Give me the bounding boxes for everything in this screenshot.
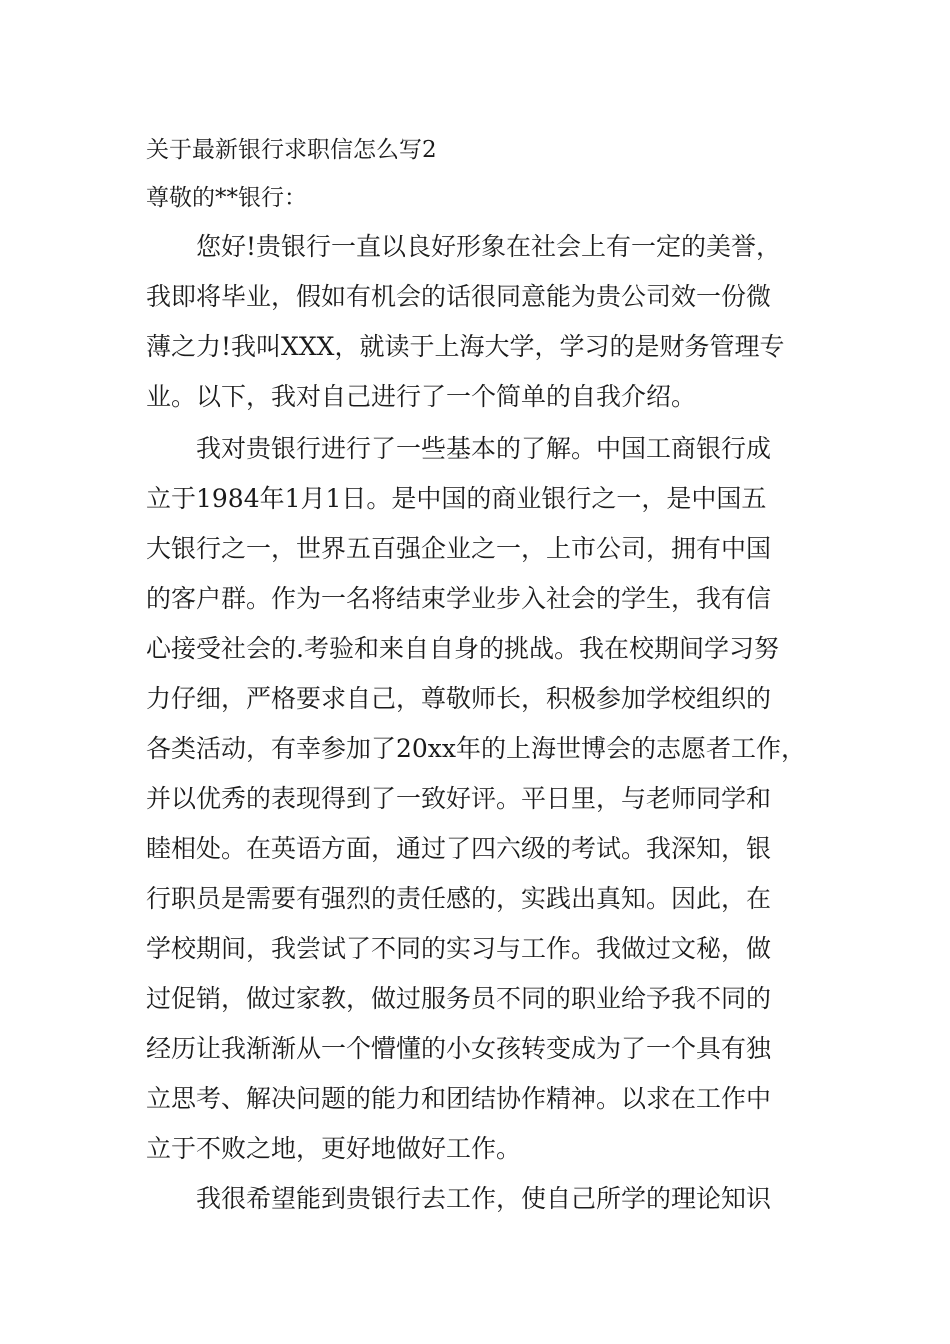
paragraph-2-line-1: 我对贵银行进行了一些基本的了解。中国工商银行成 [196, 434, 772, 463]
paragraph-2-line-15: 立于不败之地，更好地做好工作。 [146, 1134, 522, 1163]
paragraph-2-line-5: 心接受社会的.考验和来自自身的挑战。我在校期间学习努 [146, 634, 779, 663]
paragraph-2-line-7: 各类活动，有幸参加了20xx年的上海世博会的志愿者工作， [146, 734, 807, 763]
paragraph-2-line-3: 大银行之一，世界五百强企业之一，上市公司，拥有中国 [146, 534, 772, 563]
paragraph-2-line-2: 立于1984年1月1日。是中国的商业银行之一，是中国五 [146, 484, 767, 513]
paragraph-1-line-4: 业。以下，我对自己进行了一个简单的自我介绍。 [146, 382, 697, 411]
paragraph-1-line-3: 薄之力!我叫XXX，就读于上海大学，学习的是财务管理专 [146, 332, 785, 361]
paragraph-2-line-13: 经历让我渐渐从一个懵懂的小女孩转变成为了一个具有独 [146, 1034, 772, 1063]
paragraph-2-line-12: 过促销，做过家教，做过服务员不同的职业给予我不同的 [146, 984, 772, 1013]
paragraph-2-line-4: 的客户群。作为一名将结束学业步入社会的学生，我有信 [146, 584, 772, 613]
document-title: 关于最新银行求职信怎么写2 [146, 137, 437, 163]
paragraph-2-line-11: 学校期间，我尝试了不同的实习与工作。我做过文秘，做 [146, 934, 772, 963]
paragraph-2-line-8: 并以优秀的表现得到了一致好评。平日里，与老师同学和 [146, 784, 772, 813]
paragraph-3-line-1: 我很希望能到贵银行去工作，使自己所学的理论知识 [196, 1184, 772, 1213]
paragraph-2-line-6: 力仔细，严格要求自己，尊敬师长，积极参加学校组织的 [146, 684, 772, 713]
paragraph-2-line-9: 睦相处。在英语方面，通过了四六级的考试。我深知，银 [146, 834, 772, 863]
salutation: 尊敬的**银行： [146, 185, 307, 211]
paragraph-2-line-14: 立思考、解决问题的能力和团结协作精神。以求在工作中 [146, 1084, 772, 1113]
paragraph-1-line-2: 我即将毕业，假如有机会的话很同意能为贵公司效一份微 [146, 282, 772, 311]
paragraph-1-line-1: 您好!贵银行一直以良好形象在社会上有一定的美誉， [196, 232, 782, 261]
paragraph-2-line-10: 行职员是需要有强烈的责任感的，实践出真知。因此，在 [146, 884, 772, 913]
